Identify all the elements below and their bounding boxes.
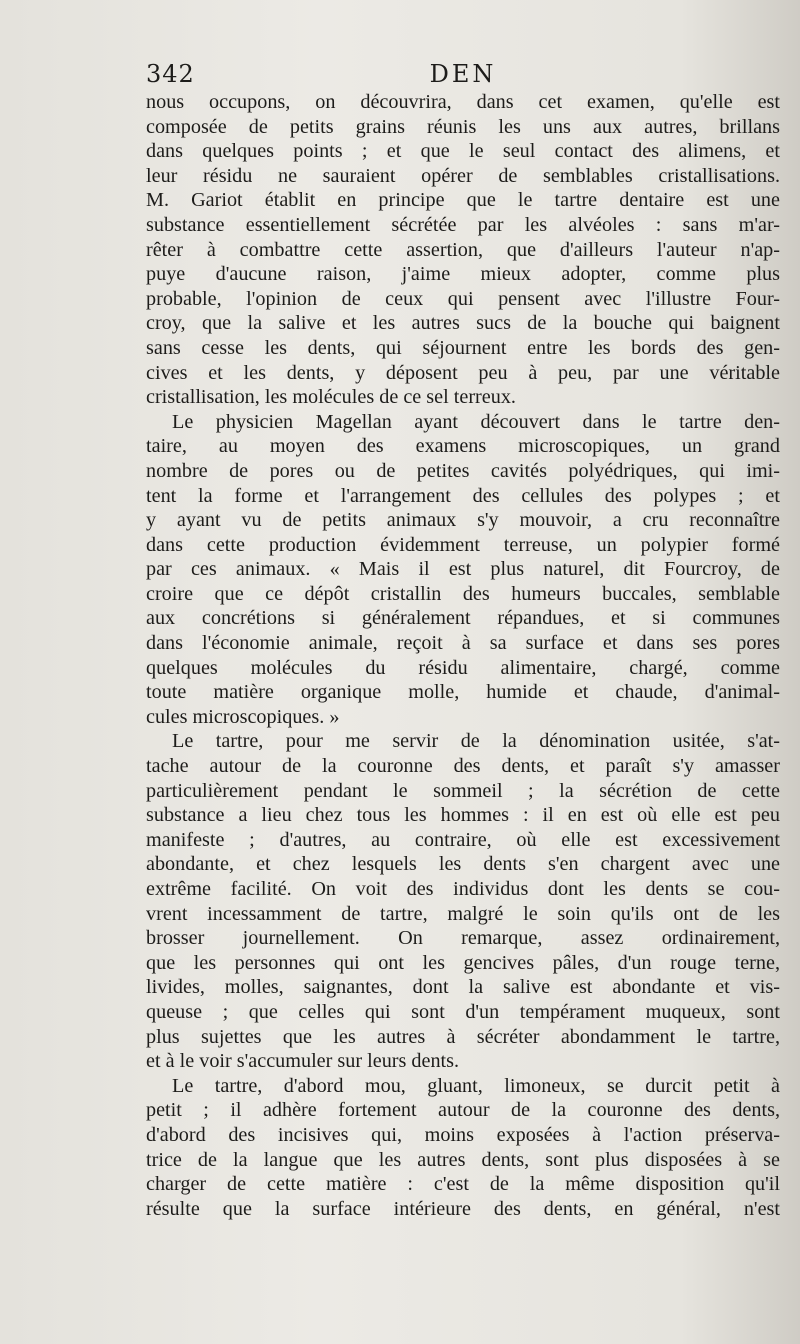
text-line: tache autour de la couronne des dents, et paraît s'y amasser	[146, 755, 780, 778]
text-line: dans l'économie animale, reçoit à sa surface et dans ses pores	[146, 632, 780, 655]
text-line: charger de cette matière : c'est de la même disposition qu'il	[146, 1173, 780, 1196]
text-line: tent la forme et l'arrangement des cellules des polypes ; et	[146, 484, 780, 507]
text-line: substance essentiellement sécrétée par les alvéoles : sans m'ar-	[146, 213, 780, 236]
text-line: M. Gariot établit en principe que le tartre dentaire est une	[146, 189, 780, 212]
text-line: quelques molécules du résidu alimentaire, chargé, comme	[146, 656, 780, 679]
text-line: cives et les dents, y déposent peu à peu, par une véritable	[146, 361, 780, 384]
text-line: croire que ce dépôt cristallin des humeurs buccales, semblable	[146, 582, 780, 605]
text-line: petit ; il adhère fortement autour de la couronne des dents,	[146, 1099, 780, 1122]
text-line: cristallisation, les molécules de ce sel terreux.	[146, 386, 516, 409]
text-line: brosser journellement. On remarque, assez ordinairement,	[146, 927, 780, 950]
text-line: Le tartre, pour me servir de la dénomination usitée, s'at-	[172, 730, 780, 753]
text-line: vrent incessamment de tartre, malgré le soin qu'ils ont de les	[146, 902, 780, 925]
text-line: rêter à combattre cette assertion, que d'ailleurs l'auteur n'ap-	[146, 238, 780, 261]
text-line: plus sujettes que les autres à sécréter abondamment le tartre,	[146, 1025, 780, 1048]
body-text	[146, 90, 780, 1221]
text-line: nous occupons, on découvrira, dans cet examen, qu'elle est	[146, 91, 780, 113]
text-line: livides, molles, saignantes, dont la salive est abondante et vis-	[146, 976, 780, 999]
text-line: croy, que la salive et les autres sucs de la bouche qui baignent	[146, 312, 780, 335]
text-line: abondante, et chez lesquels les dents s'en chargent avec une	[146, 853, 780, 876]
page-number: 342	[146, 60, 195, 88]
text-line: cules microscopiques. »	[146, 705, 340, 728]
text-line: taire, au moyen des examens microscopiques, un grand	[146, 435, 780, 458]
text-line: nombre de pores ou de petites cavités polyédriques, qui imi-	[146, 459, 780, 482]
text-line: dans quelques points ; et que le seul contact des alimens, et	[146, 140, 780, 163]
text-line: dans cette production évidemment terreuse, un polypier formé	[146, 533, 780, 556]
text-line: trice de la langue que les autres dents, sont plus disposées à se	[146, 1148, 780, 1171]
text-line: Le tartre, d'abord mou, gluant, limoneux, se durcit petit à	[172, 1074, 780, 1097]
text-line: probable, l'opinion de ceux qui pensent avec l'illustre Four-	[146, 287, 780, 310]
running-title: DEN	[429, 60, 497, 88]
text-line: d'abord des incisives qui, moins exposées à l'action préserva-	[146, 1123, 780, 1146]
text-line: que les personnes qui ont les gencives pâles, d'un rouge terne,	[146, 951, 780, 974]
text-line: extrême facilité. On voit des individus dont les dents se cou-	[146, 878, 780, 900]
text-line: queuse ; que celles qui sont d'un tempérament muqueux, sont	[146, 1000, 780, 1023]
text-line: aux concrétions si généralement répandues, et si communes	[146, 607, 780, 630]
text-line: par ces animaux. « Mais il est plus naturel, dit Fourcroy, de	[146, 558, 780, 581]
text-line: leur résidu ne sauraient opérer de semblables cristallisations.	[146, 164, 780, 187]
text-line: substance a lieu chez tous les hommes : il en est où elle est peu	[146, 804, 780, 827]
text-line: toute matière organique molle, humide et chaude, d'animal-	[146, 681, 780, 704]
text-line: manifeste ; d'autres, au contraire, où elle est excessivement	[146, 828, 780, 851]
running-head	[146, 60, 780, 92]
text-line: et à le voir s'accumuler sur leurs dents.	[146, 1050, 460, 1073]
text-line: résulte que la surface intérieure des dents, en général, n'est	[146, 1197, 780, 1220]
text-line: y ayant vu de petits animaux s'y mouvoir, a cru reconnaître	[146, 509, 780, 532]
text-line: sans cesse les dents, qui séjournent entre les bords des gen-	[146, 336, 780, 359]
text-line: particulièrement pendant le sommeil ; la sécrétion de cette	[146, 779, 780, 802]
text-line: Le physicien Magellan ayant découvert dans le tartre den-	[172, 410, 780, 433]
text-line: puye d'aucune raison, j'aime mieux adopter, comme plus	[146, 263, 780, 286]
text-line: composée de petits grains réunis les uns aux autres, brillans	[146, 115, 780, 138]
